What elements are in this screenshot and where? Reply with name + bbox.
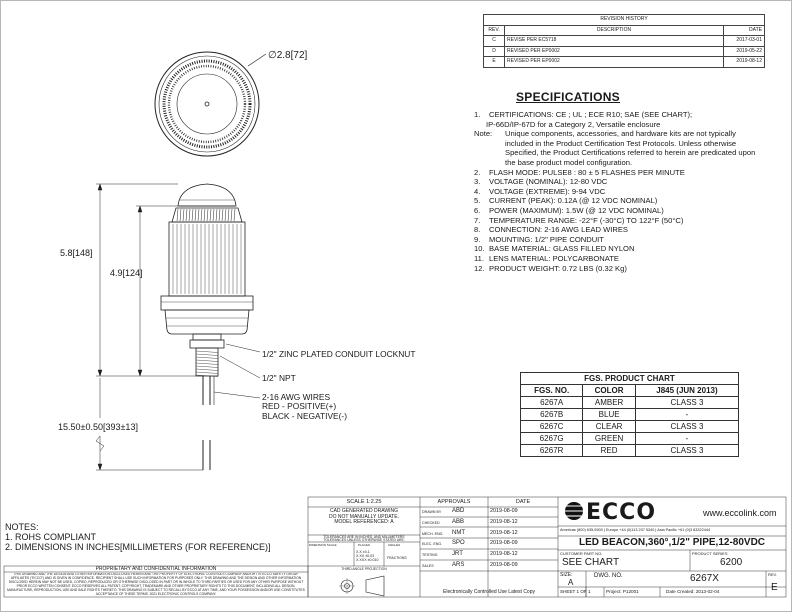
chart-cell: CLEAR: [583, 421, 636, 433]
spec-number: 10.: [474, 244, 485, 254]
spec-text: VOLTAGE (EXTREME): 9-94 VDC: [489, 186, 606, 196]
tolerance-note-line: TOLERANCES UNLESS OTHERWISE STATED ARE:: [323, 538, 405, 543]
spec-item: [474, 196, 770, 206]
tol-header: DIMENSION SCALE: [309, 543, 337, 547]
product-chart-table: [520, 372, 739, 457]
rev-description: REVISED PER EP0002: [505, 46, 724, 57]
top-view: [155, 52, 266, 156]
chart-cell: 6267G: [521, 433, 583, 445]
scale-label: SCALE 1:2.25: [346, 499, 382, 505]
tolerance-value: X.XXX ±0.010: [356, 558, 379, 562]
rev-description: REVISE PER EC5718: [505, 36, 724, 47]
dwg-no-label: DWG. NO.: [594, 573, 623, 579]
spec-item: [474, 264, 770, 274]
revision-history-table: [483, 14, 765, 68]
chart-cell: BLUE: [583, 409, 636, 421]
revision-row: [484, 36, 765, 47]
chart-cell: -: [635, 409, 738, 421]
chart-cell: CLASS 3: [635, 397, 738, 409]
diameter-dimension: ∅2.8[72]: [268, 50, 308, 61]
locknut-callout: 1/2" ZINC PLATED CONDUIT LOCKNUT: [262, 349, 416, 359]
cad-note: [308, 509, 420, 526]
spec-number: 3.: [474, 177, 481, 187]
sheet-label: SHEET 1 OF 1: [560, 589, 591, 594]
wires-callout: [262, 393, 347, 421]
chart-cell: 6267B: [521, 409, 583, 421]
spec-text: IP-66D/IP-67D for a Category 2, Versatile enclosure: [486, 119, 661, 129]
approval-role: ELEC. ENG.: [422, 542, 443, 547]
third-angle-projection-symbol: [339, 576, 384, 596]
product-series-value: 6200: [720, 557, 743, 568]
total-height-dimension: 5.8[148]: [60, 248, 93, 258]
ecco-logo-mark: [565, 502, 583, 520]
spec-text: BASE MATERIAL: GLASS FILLED NYLON: [489, 244, 635, 254]
notes-block: [5, 522, 271, 552]
spec-note: [474, 129, 770, 167]
size-value: A: [568, 578, 574, 587]
spec-number: 1.: [474, 110, 481, 119]
side-view: [161, 184, 253, 470]
approval-name: JRT: [452, 551, 463, 558]
approval-role: TESTING: [422, 553, 438, 558]
approval-date: 2019-08-09: [490, 562, 518, 568]
cad-note-line: DO NOT MANUALLY UPDATE.: [329, 513, 399, 520]
spec-item: [474, 177, 770, 187]
approval-date: 2019-08-12: [490, 518, 518, 525]
spec-text: VOLTAGE (NOMINAL): 12-80 VDC: [489, 177, 608, 187]
description-col-header: DESCRIPTION: [505, 25, 724, 36]
approval-role: MECH. ENG.: [422, 531, 444, 536]
npt-callout: 1/2" NPT: [262, 373, 296, 383]
rev-date: 2017-03-01: [724, 36, 765, 47]
spec-number: 4.: [474, 186, 481, 196]
approval-name: ABB: [452, 518, 465, 525]
date-col-header: DATE: [724, 25, 765, 36]
spec-item: [474, 216, 770, 226]
tolerance-values: [356, 550, 379, 562]
customer-part-value: SEE CHART: [562, 557, 620, 568]
spec-item: [474, 244, 770, 254]
chart-col-header: COLOR: [583, 385, 636, 397]
product-chart-title: FGS. PRODUCT CHART: [521, 373, 739, 385]
wire-length-dimension: 15.50±0.50[393±13]: [58, 422, 138, 432]
electronically-controlled-note: Electronically Controlled Use Latest Copy: [443, 589, 535, 595]
spec-number: 8.: [474, 225, 481, 235]
approval-role: DRAWN BY: [422, 510, 442, 514]
tolerance-value: X.XX ±0.03: [356, 554, 375, 558]
customer-part-label: CUSTOMER PART NO.: [560, 551, 603, 556]
chart-cell: -: [635, 433, 738, 445]
specifications-title: SPECIFICATIONS: [516, 90, 620, 104]
chart-cell: GREEN: [583, 433, 636, 445]
spec-number: 12.: [474, 263, 485, 273]
project-label: Project: P12001: [606, 589, 639, 594]
approval-name: SPO: [452, 540, 465, 547]
spec-text: CERTIFICATIONS: CE ; UL ; ECE R10; SAE (SEE CHART);: [489, 110, 693, 119]
spec-number: 5.: [474, 196, 481, 206]
dwg-no-value: 6267X: [690, 573, 719, 584]
product-series-label: PRODUCT SERIES: [692, 551, 728, 556]
approval-name: ARS: [452, 562, 465, 568]
rev-letter: D: [484, 46, 505, 57]
chart-cell: AMBER: [583, 397, 636, 409]
rev-col-header: REV.: [484, 25, 505, 36]
cad-note-line: MODEL REFERENCED: A: [334, 519, 394, 526]
rev-letter: E: [484, 57, 505, 68]
approval-role: SALES: [422, 564, 434, 568]
spec-text: CURRENT (PEAK): 0.12A (@ 12 VDC NOMINAL): [489, 196, 658, 206]
fractions-label: FRACTIONS: [387, 556, 407, 560]
specifications-list: [474, 110, 770, 273]
notes-title: NOTES:: [5, 522, 39, 532]
spec-item: [474, 235, 770, 245]
chart-cell: CLASS 3: [635, 421, 738, 433]
proprietary-text: THIS DRAWING AND THE DESIGN AND OTHER INFORMATION DISCLOSED HEREIN ARE THE PROPERTY OF ELECTRONIC CONTROLS COMPANY AND/OR ITS ECCO SAFETY GROUP AFFILIATES ("ECCO") AND IS GIVEN IN CONFIDENCE. RECIPIENT SHALL USE SUCH INFORMATION FOR PURPOSES ONLY. THIS DRAWING AND THE DESIGN AND OTHER INFORMATION DISCLOSED HEREIN MAY NOT BE USED, COPIED, REPRODUCED OR OTHERWISE DISCLOSED IN PART OR IN WHOLE TO THIRD PARTIES OR USED FOR ANY OTHER PURPOSE WITHOUT PRIOR ECCO WRITTEN CONSENT. ECCO RESERVES ALL PATENT, COPYRIGHT, TRADEMARK AND OTHER PROPRIETARY RIGHTS TO THIS DOCUMENT, INCLUDING ALL DESIGN, MANUFACTURE, REPRODUCTION, USE AND SALE RIGHTS THERETO. THIS DRAWING IS SUBJECT TO RECALL BY ECCO AT ANY TIME, AND YOUR POSSESSION AND/OR USE CONSTITUTES ACCEPTANCE OF THESE TERMS. 2021 ELECTRONIC CONTROLS COMPANY.: [7, 573, 305, 596]
spec-item: [474, 187, 770, 197]
spec-number: 2.: [474, 167, 481, 177]
contact-line: Americas (800) 635-5900 | Europe +44 (0)113 237 5340 | Asia Pacific +61 (0)3 83322444: [560, 528, 711, 532]
wires-callout-line: BLACK - NEGATIVE(-): [262, 410, 348, 421]
third-angle-label: THIRD ANGLE PROJECTION: [341, 567, 387, 571]
chart-row: [521, 433, 739, 445]
spec-item: [474, 254, 770, 264]
spec-text: PRODUCT WEIGHT: 0.72 LBS (0.32 Kg): [489, 263, 627, 273]
rev-description: REVISED PER EP0002: [505, 57, 724, 68]
tolerance-value: X.X ±0.1: [356, 550, 370, 554]
chart-col-header: FGS. NO.: [521, 385, 583, 397]
revision-row: [484, 46, 765, 57]
approval-date: 2019-08-12: [490, 551, 518, 558]
rev-date: 2019-08-12: [724, 57, 765, 68]
approval-role: CHECKED: [422, 520, 440, 525]
tol-header: PLACES: [358, 543, 370, 547]
spec-text: FLASH MODE: PULSE8 : 80 ± 5 FLASHES PER MINUTE: [489, 167, 685, 177]
tol-header: ANGLES: [388, 543, 401, 547]
spec-item: [474, 168, 770, 178]
approval-name: ABD: [452, 508, 465, 514]
spec-text: CONNECTION: 2-16 AWG LEAD WIRES: [489, 225, 628, 235]
note-text: Unique components, accessories, and hardware kits are not typically included in the Product Certification Test Protocols. Unless otherwise Specified, the Product Certifications referred to herein are predicated upon the base product model configuration.: [505, 129, 756, 167]
spec-text: POWER (MAXIMUM): 1.5W (@ 12 VDC NOMINAL): [489, 205, 664, 215]
cad-note-line: CAD GENERATED DRAWING: [329, 508, 399, 514]
chart-row: [521, 445, 739, 457]
approvals-header: APPROVALS: [437, 499, 471, 505]
rev-label: REV.: [768, 572, 777, 577]
chart-row: [521, 397, 739, 409]
chart-cell: 6267A: [521, 397, 583, 409]
spec-number: 7.: [474, 215, 481, 225]
approval-date: 2019-08-12: [490, 529, 518, 536]
spec-text: MOUNTING: 1/2" PIPE CONDUIT: [489, 234, 604, 244]
ecco-logo-text: ECCO: [586, 500, 657, 525]
approval-date: 2019-08-09: [490, 508, 518, 514]
date-header: DATE: [515, 499, 531, 505]
tolerance-note-line: TOLERANCES ARE IN INCHES, AND MILLIMETERS: [323, 535, 405, 539]
chart-row: [521, 421, 739, 433]
tolerance-note: [308, 536, 420, 543]
revision-title: REVISION HISTORY: [484, 15, 765, 26]
chart-cell: RED: [583, 445, 636, 457]
chart-cell: 6267C: [521, 421, 583, 433]
spec-text: LENS MATERIAL: POLYCARBONATE: [489, 253, 619, 263]
website-link[interactable]: www.eccolink.com: [703, 508, 777, 518]
product-title: LED BEACON,360°,1/2" PIPE,12-80VDC: [578, 537, 766, 548]
revision-row: [484, 57, 765, 68]
date-created-label: Date Created: 2013-02-04: [666, 589, 720, 594]
spec-item-certifications: [474, 110, 770, 120]
rev-date: 2019-05-22: [724, 46, 765, 57]
lens-height-dimension: 4.9[124]: [110, 268, 143, 278]
chart-cell: 6267R: [521, 445, 583, 457]
rev-letter: C: [484, 36, 505, 47]
wires-callout-line: RED - POSITIVE(+): [262, 401, 337, 412]
spec-item: [474, 206, 770, 216]
proprietary-title: PROPRIETARY AND CONFIDENTIAL INFORMATION: [95, 566, 217, 572]
spec-number: 11.: [474, 253, 484, 263]
chart-row: [521, 409, 739, 421]
spec-text: TEMPERATURE RANGE: -22°F (-30°C) TO 122°F (50°C): [489, 215, 684, 225]
note-label: Note:: [474, 129, 493, 139]
approval-name: NMT: [452, 529, 465, 536]
note-item: 2. DIMENSIONS IN INCHES[MILLIMETERS (FOR REFERENCE)]: [5, 542, 271, 552]
approval-date: 2019-08-09: [490, 540, 518, 547]
note-item: 1. ROHS COMPLIANT: [5, 532, 97, 542]
rev-value: E: [771, 582, 778, 593]
spec-number: 6.: [474, 205, 481, 215]
chart-col-header: J845 (JUN 2013): [635, 385, 738, 397]
chart-cell: CLASS 3: [635, 445, 738, 457]
wires-callout-line: 2-16 AWG WIRES: [262, 392, 331, 402]
spec-number: 9.: [474, 234, 481, 244]
spec-item: [474, 225, 770, 235]
size-label: SIZE:: [560, 572, 573, 578]
